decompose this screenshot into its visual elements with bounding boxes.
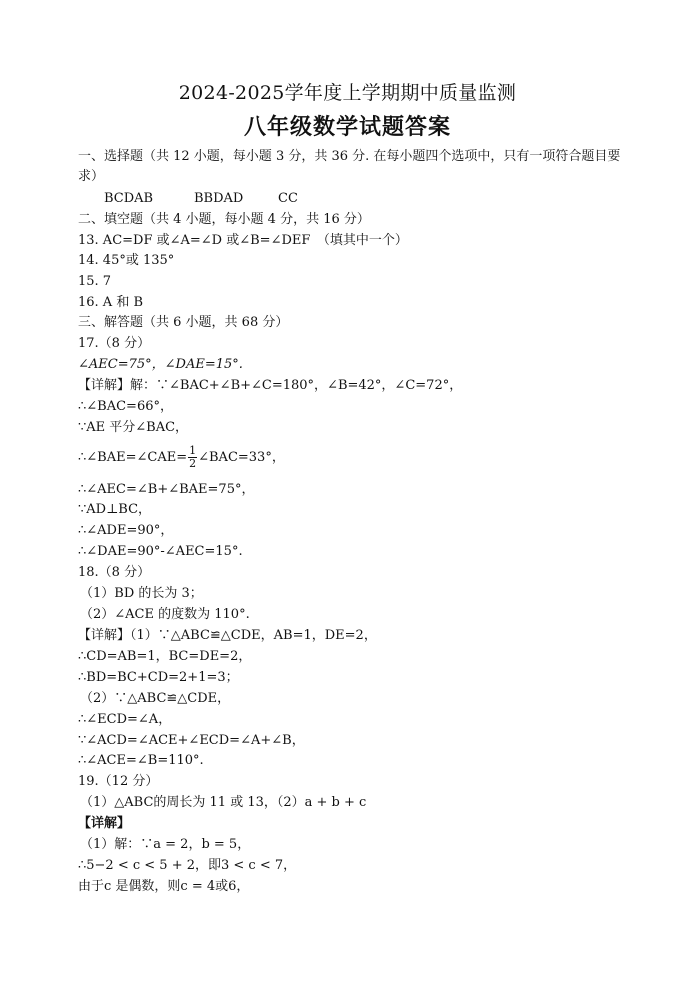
q17-answer: ∠AEC=75°，∠DAE=15°.	[78, 357, 243, 372]
q19-line: （1）解：∵a = 2，b = 5，	[80, 837, 251, 852]
q14-answer: 14. 45°或 135°	[78, 253, 175, 268]
section1-heading: 一、选择题（共 12 小题，每小题 3 分，共 36 分. 在每小题四个选项中，只有一项符合题目要	[78, 149, 621, 164]
q18-score: 18.（8 分）	[78, 565, 151, 580]
fraction-numerator: 1	[189, 444, 197, 457]
q17-score: 17.（8 分）	[78, 336, 151, 351]
q17-step: ∴∠DAE=90°-∠AEC=15°.	[78, 544, 243, 559]
q18-line: （1）BD 的长为 3；	[80, 586, 203, 601]
q17-step: ∠BAC=33°，	[198, 450, 285, 465]
q19-line: 【详解】	[78, 816, 131, 831]
q17-step: ∵AE 平分∠BAC，	[78, 420, 189, 435]
q18-line: ∴CD=AB=1，BC=DE=2，	[78, 649, 252, 664]
choice-answers-3: CC	[278, 191, 298, 206]
q17-step: ∴∠BAC=66°，	[78, 399, 173, 414]
choice-answers-1: BCDAB	[104, 191, 154, 206]
q18-line: （2）∵△ABC≌△CDE，	[80, 691, 231, 706]
fraction-one-half	[188, 445, 197, 470]
q18-line: 【详解】（1）∵△ABC≌△CDE，AB=1，DE=2，	[78, 628, 377, 643]
section3-heading: 三、解答题（共 6 小题，共 68 分）	[78, 315, 289, 330]
q18-line: ∴∠ACE=∠B=110°.	[78, 753, 204, 768]
q18-line: （2）∠ACE 的度数为 110°.	[80, 607, 250, 622]
q17-step: ∴∠ADE=90°，	[78, 523, 174, 538]
section1-heading-cont: 求）	[78, 169, 105, 184]
q17-step: 【详解】解：∵∠BAC+∠B+∠C=180°，∠B=42°，∠C=72°，	[78, 378, 463, 393]
choice-answers	[104, 190, 664, 208]
q17-step: ∵AD⊥BC，	[78, 502, 152, 517]
q19-line: （1）△ABC的周长为 11 或 13，（2）a + b + c	[80, 795, 367, 810]
q15-answer: 15. 7	[78, 274, 112, 289]
q13-answer: 13. AC=DF 或∠A=∠D 或∠B=∠DEF （填其中一个）	[78, 233, 408, 248]
document-subtitle: 八年级数学试题答案	[243, 115, 451, 140]
q17-step-fraction	[78, 444, 638, 472]
document-title: 2024-2025学年度上学期期中质量监测	[178, 82, 517, 104]
q17-step: ∴∠BAE=∠CAE=	[78, 450, 188, 465]
q19-line: ∴5−2 < c < 5 + 2，即3 < c < 7，	[78, 858, 297, 873]
q16-answer: 16. A 和 B	[78, 295, 144, 310]
q18-line: ∴∠ECD=∠A，	[78, 712, 172, 727]
choice-answers-2: BBDAD	[194, 191, 244, 206]
q17-step: ∴∠AEC=∠B+∠BAE=75°，	[78, 482, 255, 497]
q18-line: ∴BD=BC+CD=2+1=3；	[78, 670, 239, 685]
q18-line: ∵∠ACD=∠ACE+∠ECD=∠A+∠B，	[78, 733, 305, 748]
q19-line: 由于c 是偶数，则c = 4或6，	[78, 879, 250, 894]
section2-heading: 二、填空题（共 4 小题，每小题 4 分，共 16 分）	[78, 212, 370, 227]
fraction-denominator: 2	[189, 457, 197, 470]
q19-score: 19.（12 分）	[78, 774, 159, 789]
